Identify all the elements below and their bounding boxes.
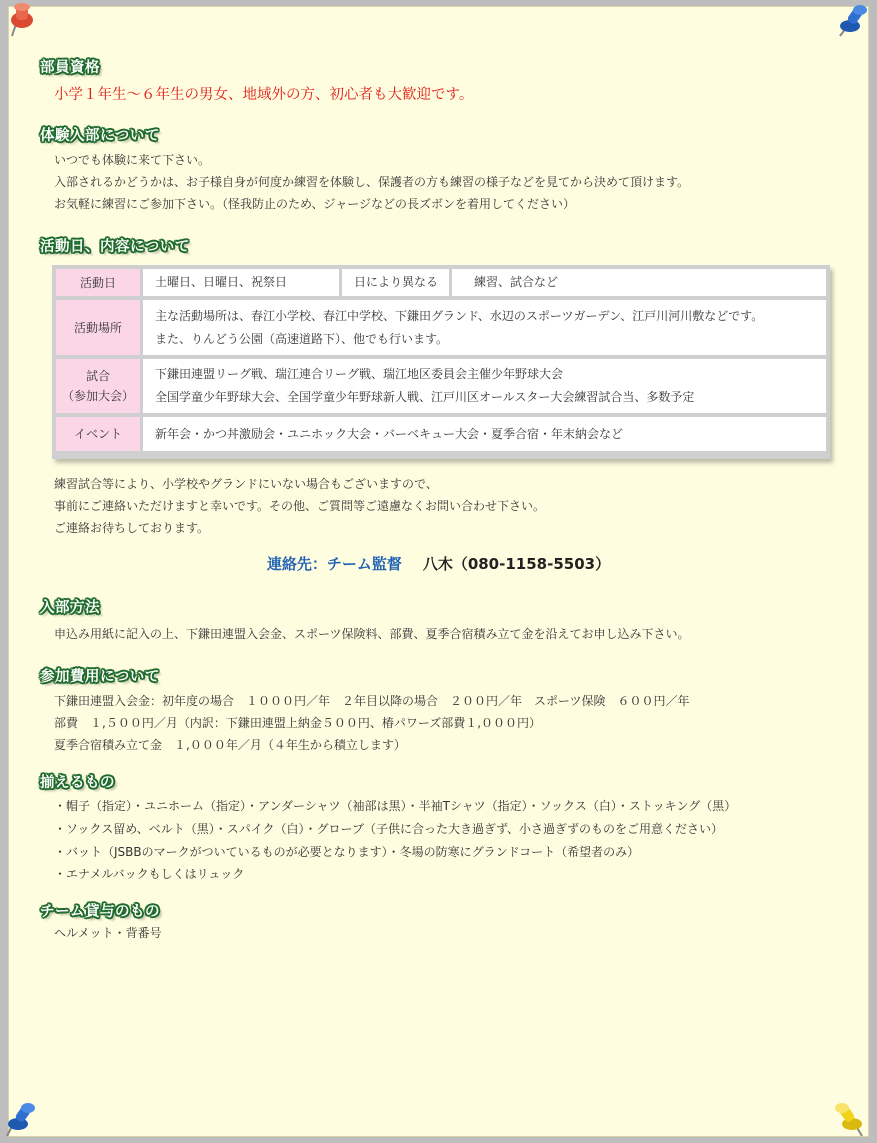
- section-heading-join: 入部方法: [40, 600, 100, 616]
- table-cell: 土曜日、日曜日、祝祭日: [143, 269, 339, 296]
- join-text: 申込み用紙に記入の上、下鎌田連盟入会金、スポーツ保険料、部費、夏季合宿積み立て金を沿えてお申し込み下さい。: [54, 627, 690, 641]
- table-cell: 日により異なる: [342, 269, 449, 296]
- items-line: ・エナメルバックもしくはリュック: [54, 867, 245, 881]
- fees-line: 下鎌田連盟入会金：初年度の場合 １０００円／年 ２年目以降の場合 ２００円／年 スポーツ保険 ６００円／年: [54, 694, 690, 708]
- activities-table: [52, 265, 830, 459]
- contact-label: 連絡先：チーム監督: [266, 555, 402, 573]
- trial-line: 入部されるかどうかは、お子様自身が何度か練習を体験し、保護者の方も練習の様子などを見てから決めて頂けます。: [54, 175, 690, 189]
- table-row: [56, 359, 826, 413]
- row-label: 試合 （参加大会）: [56, 359, 140, 413]
- fees-line: 夏季合宿積み立て金 １,０００年／月（４年生から積立します）: [54, 738, 406, 752]
- section-heading-activities: 活動日、内容について: [40, 239, 190, 255]
- notes-line: ご連絡お待ちしております。: [54, 521, 210, 535]
- row-label: 活動日: [56, 269, 140, 296]
- loan-text: ヘルメット・背番号: [54, 926, 162, 940]
- pushpin-blue-icon: [4, 1100, 38, 1138]
- items-line: ・帽子（指定）・ユニホーム（指定）・アンダーシャツ（袖部は黒）・半袖Tシャツ（指定）・ソックス（白）・ストッキング（黒）: [54, 799, 737, 813]
- fees-line: 部費 １,５００円／月（内訳：下鎌田連盟上納金５００円、椿パワーズ部費１,０００円）: [54, 716, 542, 730]
- notes-line: 練習試合等により、小学校やグランドにいない場合もございますので、: [54, 477, 438, 491]
- table-cell: 新年会・かつ丼激励会・ユニホック大会・バーベキュー大会・夏季合宿・年末納会など: [143, 417, 826, 451]
- pushpin-blue-icon: [836, 2, 870, 40]
- items-line: ・ソックス留め、ベルト（黒）・スパイク（白）・グローブ（子供に合った大き過ぎず、小さ過ぎずのものをご用意ください）: [54, 822, 724, 836]
- contact-info: [0, 553, 877, 574]
- table-row: [56, 269, 826, 296]
- table-row: [56, 300, 826, 355]
- pushpin-red-icon: [4, 2, 38, 40]
- row-label: イベント: [56, 417, 140, 451]
- pushpin-yellow-icon: [832, 1100, 866, 1138]
- table-cell: 下鎌田連盟リーグ戦、瑞江連合リーグ戦、瑞江地区委員会主催少年野球大会 全国学童少年野球大会、全国学童少年野球新人戦、江戸川区オールスター大会練習試合当、多数予定: [143, 359, 826, 413]
- trial-line: いつでも体験に来て下さい。: [54, 153, 211, 167]
- membership-text: 小学１年生～６年生の男女、地域外の方、初心者も大歓迎です。: [54, 87, 474, 103]
- section-heading-items: 揃えるもの: [40, 775, 115, 791]
- section-heading-trial: 体験入部について: [40, 128, 160, 144]
- items-line: ・バット（JSBBのマークがついているものが必要となります）・冬場の防寒にグランドコート（希望者のみ）: [54, 845, 640, 859]
- table-cell: 主な活動場所は、春江小学校、春江中学校、下鎌田グランド、水辺のスポーツガーデン、江戸川河川敷などです。 また、りんどう公園（高速道路下）、他でも行います。: [143, 300, 826, 355]
- section-heading-fees: 参加費用について: [40, 669, 160, 685]
- section-heading-membership: 部員資格: [40, 60, 100, 76]
- contact-value: 八木（080-1158-5503）: [422, 555, 611, 573]
- row-label: 活動場所: [56, 300, 140, 355]
- table-row: [56, 417, 826, 451]
- trial-line: お気軽に練習にご参加下さい。（怪我防止のため、ジャージなどの長ズボンを着用してください）: [54, 197, 576, 211]
- table-cell: 練習、試合など: [452, 269, 826, 296]
- section-heading-loan: チーム貸与のもの: [40, 904, 160, 920]
- notes-line: 事前にご連絡いただけますと幸いです。その他、ご質問等ご遠慮なくお問い合わせ下さい。: [54, 499, 546, 513]
